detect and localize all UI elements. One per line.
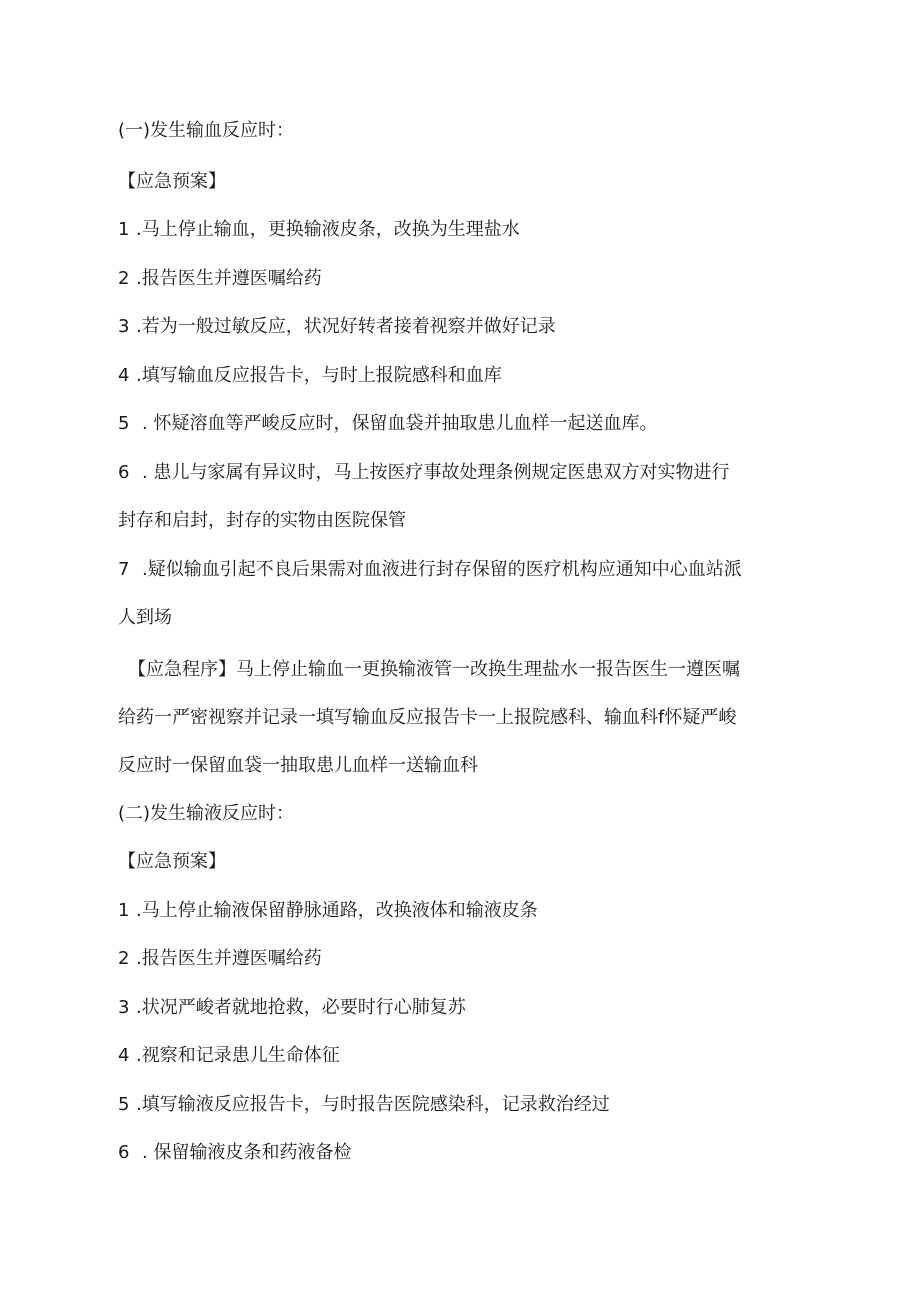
list-item [118,558,742,582]
list-item [118,267,322,291]
item-number: 4 [118,365,130,386]
list-item [118,364,502,388]
item-number: 7 [118,559,130,580]
list-item [118,218,520,242]
item-text: . 患儿与家属有异议时，马上按医疗事故处理条例规定医患双方对实物进行 [142,462,730,483]
list-item [118,1141,351,1165]
item-number: 5 [118,1094,130,1115]
list-item [118,996,466,1020]
item-text: .填写输液反应报告卡，与时报告医院感染科，记录救治经过 [136,1094,610,1115]
item-text: .状况严峻者就地抢救，必要时行心肺复苏 [136,997,466,1018]
procedure-line: 反应时一保留血袋一抽取患儿血样一送输血科 [118,755,478,776]
item-number: 1 [118,219,130,240]
item-text: .填写输血反应报告卡，与时上报院感科和血库 [136,365,502,386]
list-item [118,1044,340,1068]
item-number: 6 [118,1142,130,1163]
section2-plan-label: 【应急预案】 [118,851,226,872]
item-number: 2 [118,268,130,289]
list-item [118,461,729,485]
item-number: 6 [118,462,130,483]
procedure-line: 【应急程序】马上停止输血一更换输液管一改换生理盐水一报告医生一遵医嘱 [128,659,740,680]
item-text: .马上停止输血，更换输液皮条，改换为生理盐水 [136,219,520,240]
list-item [118,899,538,923]
item-text: . 怀疑溶血等严峻反应时，保留血袋并抽取患儿血样一起送血库。 [142,413,658,434]
item-text: .疑似输血引起不良后果需对血液进行封存保留的医疗机构应通知中心血站派 [142,559,742,580]
item-text: . 保留输液皮条和药液备检 [142,1142,352,1163]
item-number: 5 [118,413,130,434]
item-text: .报告医生并遵医嘱给药 [136,948,322,969]
list-item [118,412,657,436]
section1-plan-label: 【应急预案】 [118,171,226,192]
item-number: 3 [118,316,130,337]
list-item [118,315,556,339]
item-text: .视察和记录患儿生命体征 [136,1045,340,1066]
list-item-continuation: 人到场 [118,607,172,628]
item-number: 2 [118,948,130,969]
section2-heading: (二)发生输液反应时： [118,803,295,824]
item-number: 4 [118,1045,130,1066]
procedure-line: 给药一严密视察并记录一填写输血反应报告卡一上报院感科、输血科f怀疑严峻 [118,707,737,728]
item-text: .报告医生并遵医嘱给药 [136,268,322,289]
item-number: 1 [118,900,130,921]
list-item [118,1093,610,1117]
item-text: .若为一般过敏反应，状况好转者接着视察并做好记录 [136,316,556,337]
item-text: .马上停止输液保留静脉通路，改换液体和输液皮条 [136,900,538,921]
list-item [118,947,322,971]
section1-heading: (一)发生输血反应时： [118,120,295,141]
item-number: 3 [118,997,130,1018]
list-item-continuation: 封存和启封，封存的实物由医院保管 [118,510,406,531]
